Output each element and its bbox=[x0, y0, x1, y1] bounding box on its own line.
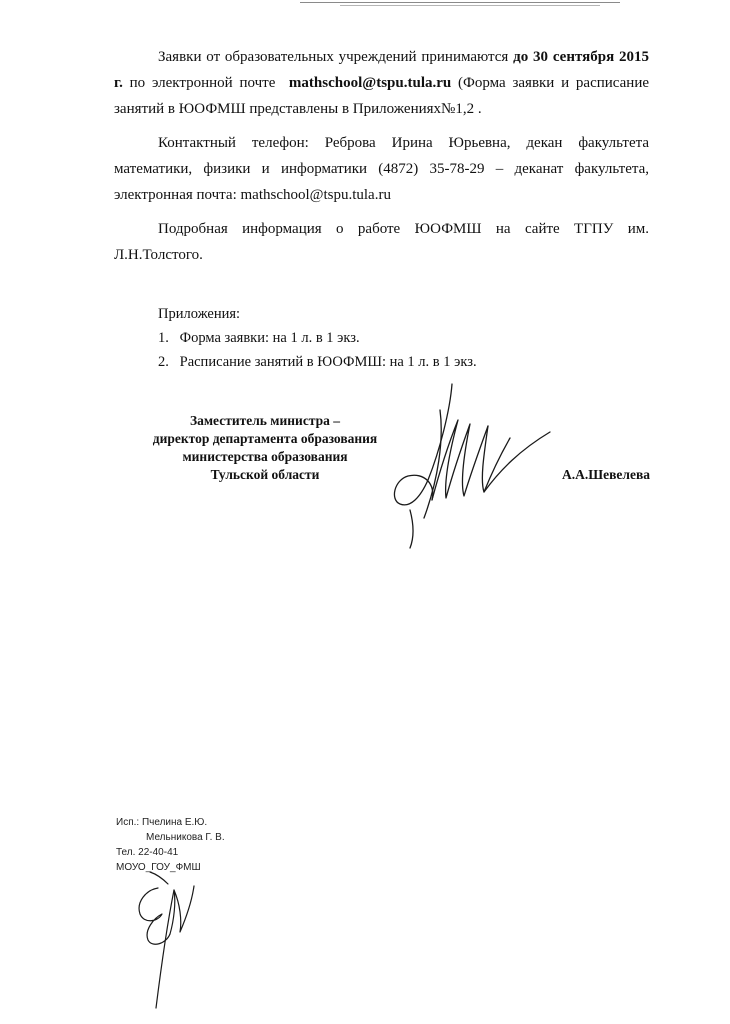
appendix-list bbox=[158, 326, 649, 374]
top-rule bbox=[300, 2, 620, 3]
email-link[interactable]: mathschool@tspu.tula.ru bbox=[288, 75, 452, 91]
executor-file-code: МОУО_ГОУ_ФМШ bbox=[116, 862, 201, 873]
top-rule-secondary bbox=[340, 5, 600, 6]
executor-phone: Тел. 22-40-41 bbox=[116, 847, 179, 858]
signer-title bbox=[120, 412, 410, 484]
letter-body bbox=[114, 44, 649, 374]
appendix-block bbox=[114, 302, 649, 374]
signer-name: А.А.Шевелева bbox=[562, 467, 650, 482]
signature-icon bbox=[380, 380, 560, 550]
appendix-item-number: 2. bbox=[158, 354, 169, 370]
appendix-item bbox=[158, 326, 649, 350]
appendix-item-text: Форма заявки: на 1 л. в 1 экз. bbox=[179, 330, 360, 346]
signer-title-line: Заместитель министра – bbox=[189, 413, 341, 428]
signer-title-line: министерства образования bbox=[182, 449, 348, 464]
intro-text-3: (Форма заявки и расписание занятий в ЮОФМШ представлены в Приложениях№1,2 . bbox=[114, 75, 650, 117]
intro-text-1: Заявки от образовательных учреждений принимаются bbox=[158, 49, 509, 65]
initials-signature-icon bbox=[110, 860, 210, 1010]
contact-paragraph: Контактный телефон: Реброва Ирина Юрьевна, декан факультета математики, физики и информатики (4872) 35-78-29 – деканат факультета, электронная почта: mathschool@tspu.tula.ru bbox=[114, 135, 649, 203]
appendix-item bbox=[158, 350, 649, 374]
intro-text-2: по электронной почте bbox=[129, 75, 276, 91]
info-paragraph: Подробная информация о работе ЮОФМШ на сайте ТГПУ им. Л.Н.Толстого. bbox=[114, 221, 649, 263]
appendix-title: Приложения: bbox=[158, 306, 241, 322]
executor-line: Мельникова Г. В. bbox=[146, 832, 225, 843]
signer-title-line: Тульской области bbox=[210, 467, 320, 482]
appendix-item-number: 1. bbox=[158, 330, 169, 346]
appendix-item-text: Расписание занятий в ЮОФМШ: на 1 л. в 1 экз. bbox=[179, 354, 477, 370]
intro-paragraph bbox=[114, 44, 649, 122]
deadline-text: до 30 сентября 2015 г. bbox=[114, 49, 649, 91]
executor-line: Исп.: Пчелина Е.Ю. bbox=[116, 817, 208, 828]
signer-title-line: директор департамента образования bbox=[152, 431, 378, 446]
